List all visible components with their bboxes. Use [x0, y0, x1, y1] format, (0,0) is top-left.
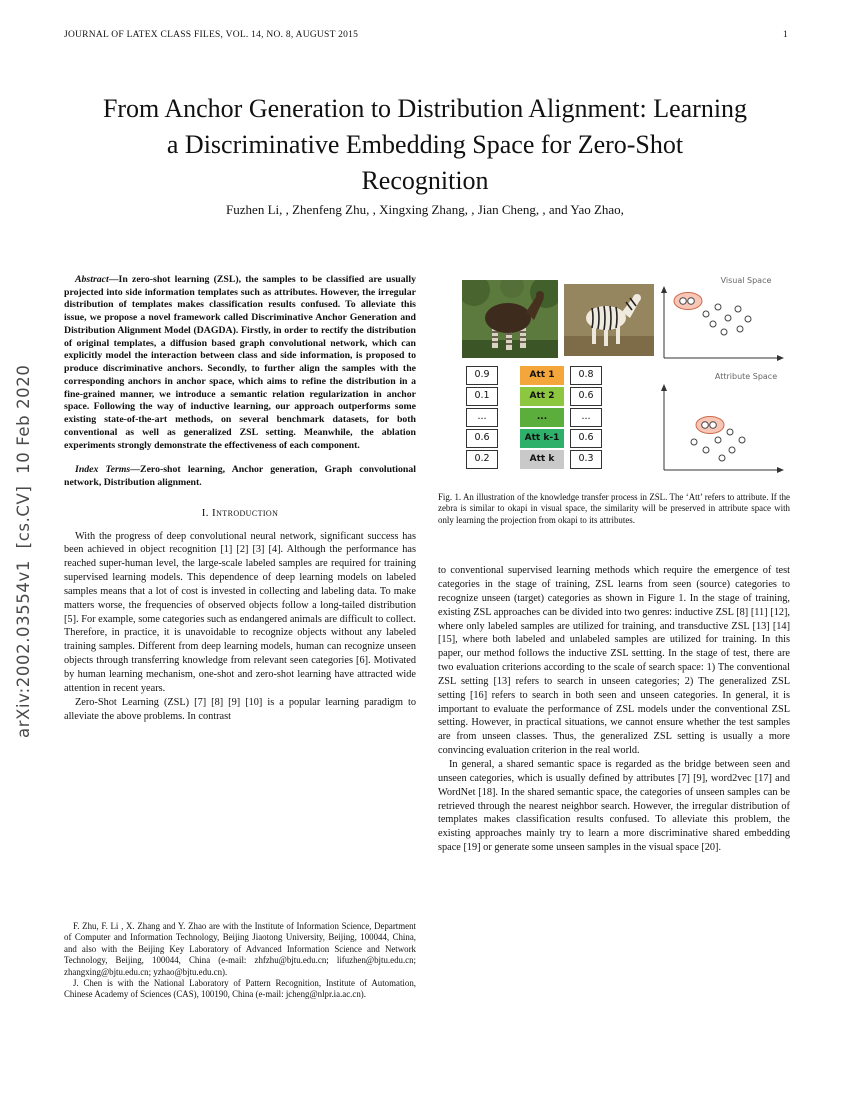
attribute-value-cell: 0.2 — [466, 450, 498, 469]
section-heading-introduction: I. Introduction — [201, 506, 279, 519]
intro-paragraph-1: With the progress of deep convolutional neural network, significant success has been achieved in object recognition [1] [2] [3] [4]. Although the performance has reached super-human level, the large-scale labeled samples are required for training supervised learning models. This dependence of deep learning models on labeled samples means that a lot of cost is invested in collecting and labeling data. To make matters worse, the frequencies of observed objects follow a long-tailed distribution [5]. For example, some categories such as endangered animals are difficult to collect. Therefore, in practice, it is unavoidable to recognize objects without any labeled training samples. Different from deep learning models, human can recognize unseen objects through transferring knowledge from relevant seen categories [6]. Motivated by human learning mechanism, one-shot and zero-shot learning have attracted wide attention in recent years. — [64, 530, 416, 694]
okapi-photo — [462, 280, 558, 358]
visual-space-label: Visual Space — [720, 276, 772, 285]
attribute-value-cell: 0.6 — [570, 429, 602, 448]
footnote-1: F. Zhu, F. Li , X. Zhang and Y. Zhao are with the Institute of Information Science, Department of Computer and Information Technology, Beijing Jiaotong University, Beijing, 100044, China, and also with the Beijing Key Laboratory of Advanced Information Science and Network Technology, Beijing, 100044, China (e-mail: zhfzhu@bjtu.edu.cn; lifuzhen@bjtu.edu.cn; zhangxing@bjtu.edu.cn; yzhao@bjtu.edu.cn). — [64, 921, 416, 977]
okapi-attribute-vector — [466, 366, 498, 469]
attribute-value-cell: 0.1 — [466, 387, 498, 406]
page-number: 1 — [783, 30, 788, 40]
attribute-value-cell: 0.6 — [570, 387, 602, 406]
figure-1 — [438, 274, 788, 480]
attribute-space-label: Attribute Space — [714, 372, 778, 381]
zebra-attribute-vector — [570, 366, 602, 469]
attribute-label-cell: Att k-1 — [520, 429, 564, 448]
index-terms-lead: Index Terms — [75, 464, 131, 476]
author-line: Fuzhen Li, , Zhenfeng Zhu, , Xingxing Zhang, , Jian Cheng, , and Yao Zhao, — [226, 202, 624, 217]
paper-title: From Anchor Generation to Distribution Alignment: Learning a Discriminative Embedding Space for Zero-Shot Recognition — [102, 94, 748, 196]
column2-paragraph-1: to conventional supervised learning methods which require the emergence of test categories in the stage of training, ZSL learns from seen (source) categories to recognize unseen (target) categories as shown in Figure 1. In the stage of training, existing ZSL approaches can be divided into two genres: inductive ZSL [8] [11] [12], where only labeled samples are utilized for training, and transductive ZSL [13] [14] [15], where both labeled and unlabeled samples are utilized for training. In this paper, our method follows the inductive ZSL settting. In the stage of test, there are two evaluation criterions according to the scale of search space: 1) The conventional ZSL setting [13] refers to search in unseen categories; 2) The generalized ZSL setting [16] refers to search in both seen and unseen categories. In general, it is important to evaluate the performance of ZSL models under the conventional ZSL setting. However, in practical situations, we cannot ensure whether the test samples are from unseen classes. Thus, the generalized ZSL setting is usually a more convincing evaluation criterion in the real world. — [438, 565, 790, 757]
attribute-value-cell: 0.8 — [570, 366, 602, 385]
footnote-2: J. Chen is with the National Laboratory of Pattern Recognition, Institute of Automation, Chinese Academy of Sciences (CAS), 100190, China (e-mail: jcheng@nlpr.ia.ac.cn). — [64, 977, 416, 1000]
abstract-text: —In zero-shot learning (ZSL), the samples to be classified are usually projected into side information templates such as attributes. However, the irregular distribution of templates makes classification results confused. To alleviate this issue, we propose a novel framework called Discriminative Anchor Generation and Distribution Alignment Model (DAGDA). Firstly, in order to rectify the distribution of original templates, a diffusion based graph convolutional network, which can explicitly model the interaction between class and side information, is proposed to produce discriminative anchors. Secondly, to further align the samples with the corresponding anchors in anchor space, which aims to refine the distribution in a fine-grained manner, we introduce a semantic relation regularization in anchor space. Following the way of inductive learning, our approach outperforms some existing state-of-the-art methods, on several benchmark datasets, for both conventional as well as generalized ZSL setting. Meanwhile, the ablation experiments strongly demonstrate the effectiveness of each component. — [64, 274, 416, 451]
attribute-label-cell: Att k — [520, 450, 564, 469]
arxiv-stamp: arXiv:2002.03554v1 [cs.CV] 10 Feb 2020 — [14, 364, 33, 738]
abstract-lead: Abstract — [75, 274, 109, 285]
attribute-name-list — [520, 366, 564, 469]
zebra-illustration — [564, 284, 654, 356]
journal-header: JOURNAL OF LATEX CLASS FILES, VOL. 14, NO. 8, AUGUST 2015 — [64, 30, 359, 40]
index-terms-paragraph — [64, 464, 416, 489]
okapi-illustration — [462, 280, 558, 358]
figure-caption: Fig. 1. An illustration of the knowledge transfer process in ZSL. The ‘Att’ refers to attribute. If the zebra is similar to okapi in visual space, the similarity will be preserved in attribute space with only learning the projection from okapi to its attributes. — [438, 492, 790, 525]
column2-paragraph-2: In general, a shared semantic space is regarded as the bridge between seen and unseen categories, which is usually defined by attributes [7] [9], word2vec [17] and WordNet [18]. In the shared semantic space, the categories of unseen samples can be retrieved through the nearest neighbor search. However, the irregular distribution of templates makes classification results confused. To alleviate this problem, the existing approaches mainly try to learn a more discriminative shared embedding space [19] or generate some unseen samples in the visual space [20]. — [438, 758, 790, 854]
attribute-space-plot — [648, 370, 788, 480]
abstract-paragraph — [64, 274, 416, 452]
attribute-value-cell: 0.3 — [570, 450, 602, 469]
author-footnotes — [64, 921, 416, 1001]
attribute-value-cell: ... — [466, 408, 498, 427]
attribute-label-cell: Att 2 — [520, 387, 564, 406]
right-column — [438, 274, 790, 855]
visual-space-plot — [648, 274, 788, 366]
attribute-value-cell: 0.9 — [466, 366, 498, 385]
attribute-value-cell: ... — [570, 408, 602, 427]
page-header — [64, 30, 788, 40]
attribute-label-cell: ... — [520, 408, 564, 427]
left-column — [64, 274, 416, 723]
attribute-label-cell: Att 1 — [520, 366, 564, 385]
attribute-value-cell: 0.6 — [466, 429, 498, 448]
index-terms-text: —Zero-shot learning, Anchor generation, Graph convolutional network, Distribution alignment. — [64, 464, 416, 489]
intro-paragraph-2: Zero-Shot Learning (ZSL) [7] [8] [9] [10] is a popular learning paradigm to alleviate the above problems. In contrast — [64, 696, 416, 722]
zebra-photo — [564, 284, 654, 356]
